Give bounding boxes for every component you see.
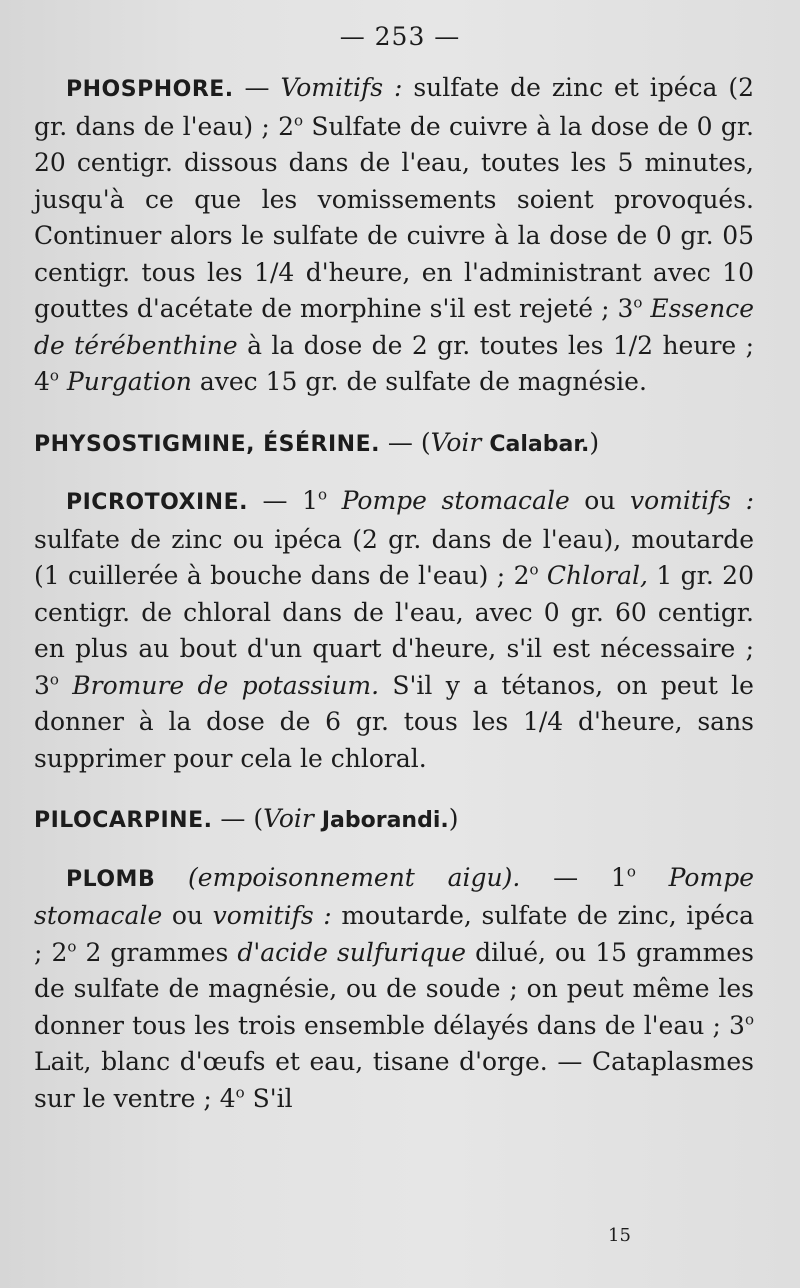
ordinal-marker: o	[626, 862, 636, 881]
entry-title: PHOSPHORE.	[66, 77, 234, 102]
ordinal-marker: o	[529, 560, 539, 579]
ordinal-marker: o	[744, 1010, 754, 1029]
entry-text: — 1	[520, 862, 627, 892]
entry-text-italic: Voir	[263, 804, 314, 833]
entry-text: —	[233, 73, 281, 102]
entry-text-italic: Chloral,	[546, 561, 648, 590]
entry-picrotoxine	[34, 483, 754, 777]
page-number: — 253 —	[339, 22, 461, 51]
entry-text: Sulfate de cuivre à la dose de 0 gr. 20 centigr. dissous dans de l'eau, toutes les 5 minutes, jusqu'à ce que les vomissements soient provoqués. Continuer alors le sulfate de cuivre à la dose de 0 gr. 05 centigr. tous les 1/4 d'heure, en l'administrant avec 10 gouttes d'acétate de morphine s'il est rejeté ; 3	[34, 111, 755, 323]
entry-paragraph	[34, 425, 754, 464]
cross-reference: Calabar.	[489, 431, 590, 457]
entry-text: — (	[212, 804, 264, 833]
entry-paragraph	[34, 483, 754, 777]
entry-plomb	[34, 860, 754, 1118]
entry-phosphore	[34, 70, 754, 401]
entry-text: — (	[379, 427, 431, 457]
entry-physostigmine	[34, 425, 754, 464]
entry-text-italic: vomitifs :	[630, 486, 754, 515]
entry-title: PLOMB	[66, 866, 156, 892]
entry-text: 1 gr. 20 centigr. de chloral dans de l'eau, avec 0 gr. 60 centigr. en plus au bout d'un quart d'heure, s'il est nécessaire ; 3	[34, 561, 754, 700]
entry-text: )	[448, 804, 459, 833]
entry-paragraph	[34, 860, 754, 1118]
entry-text-italic: d'acide sulfurique	[237, 937, 467, 967]
entry-text: ou	[569, 486, 631, 515]
entry-text-italic: Pompe stomacale	[34, 862, 754, 930]
entry-text-italic: vomitifs :	[212, 901, 332, 930]
entry-text-italic: Vomitifs :	[280, 73, 403, 102]
entry-title: PHYSOSTIGMINE, ÉSÉRINE.	[34, 431, 380, 457]
entry-text: sulfate de zinc et ipéca (2 gr. dans de l'eau) ; 2	[34, 73, 754, 141]
entry-paragraph	[34, 801, 754, 840]
entry-text-italic: Pompe stomacale	[341, 486, 570, 515]
entry-paragraph	[34, 70, 754, 401]
entry-text-italic: Purgation	[66, 367, 192, 396]
entry-text: à la dose de 2 gr. toutes les 1/2 heure ; 4	[34, 330, 754, 396]
cross-reference: Jaborandi.	[321, 808, 449, 833]
entry-pilocarpine	[34, 801, 754, 840]
entry-text: ou	[162, 901, 213, 930]
ordinal-marker: o	[294, 111, 304, 130]
ordinal-marker: o	[49, 366, 59, 385]
page-content	[34, 70, 754, 1117]
entry-text-italic: Essence de térébenthine	[34, 294, 754, 360]
signature-mark: 15	[608, 1225, 631, 1246]
entry-text-italic: Voir	[430, 427, 482, 457]
entry-title: PICROTOXINE.	[66, 490, 248, 515]
ordinal-marker: o	[318, 485, 328, 504]
entry-text: avec 15 gr. de sulfate de magnésie.	[191, 367, 647, 396]
entry-text: S'il y a tétanos, on peut le donner à la dose de 6 gr. tous les 1/4 d'heure, sans supprimer pour cela le chloral.	[34, 670, 754, 773]
ordinal-marker: o	[67, 937, 77, 956]
entry-text: Lait, blanc d'œufs et eau, tisane d'orge. — Cataplasmes sur le ventre ; 4	[34, 1047, 754, 1113]
entry-text: )	[589, 427, 600, 457]
entry-title: PILOCARPINE.	[34, 808, 213, 833]
entry-text: moutarde, sulfate de zinc, ipéca ; 2	[34, 901, 754, 967]
entry-text-italic: (empoisonnement aigu).	[188, 862, 521, 892]
entry-text: dilué, ou 15 grammes de sulfate de magnésie, ou de soude ; on peut même les donner tous les trois ensemble délayés dans de l'eau ; 3	[34, 937, 754, 1040]
entry-text: 2 grammes	[76, 937, 238, 967]
ordinal-marker: o	[235, 1083, 245, 1102]
entry-text: sulfate de zinc ou ipéca (2 gr. dans de l'eau), moutarde (1 cuillerée à bouche dans de l'eau) ; 2	[34, 524, 754, 590]
ordinal-marker: o	[633, 293, 643, 312]
ordinal-marker: o	[49, 670, 59, 689]
entry-text: S'il	[244, 1083, 293, 1113]
entry-text-italic: Bromure de potassium.	[72, 670, 380, 700]
entry-text: — 1	[247, 486, 318, 515]
